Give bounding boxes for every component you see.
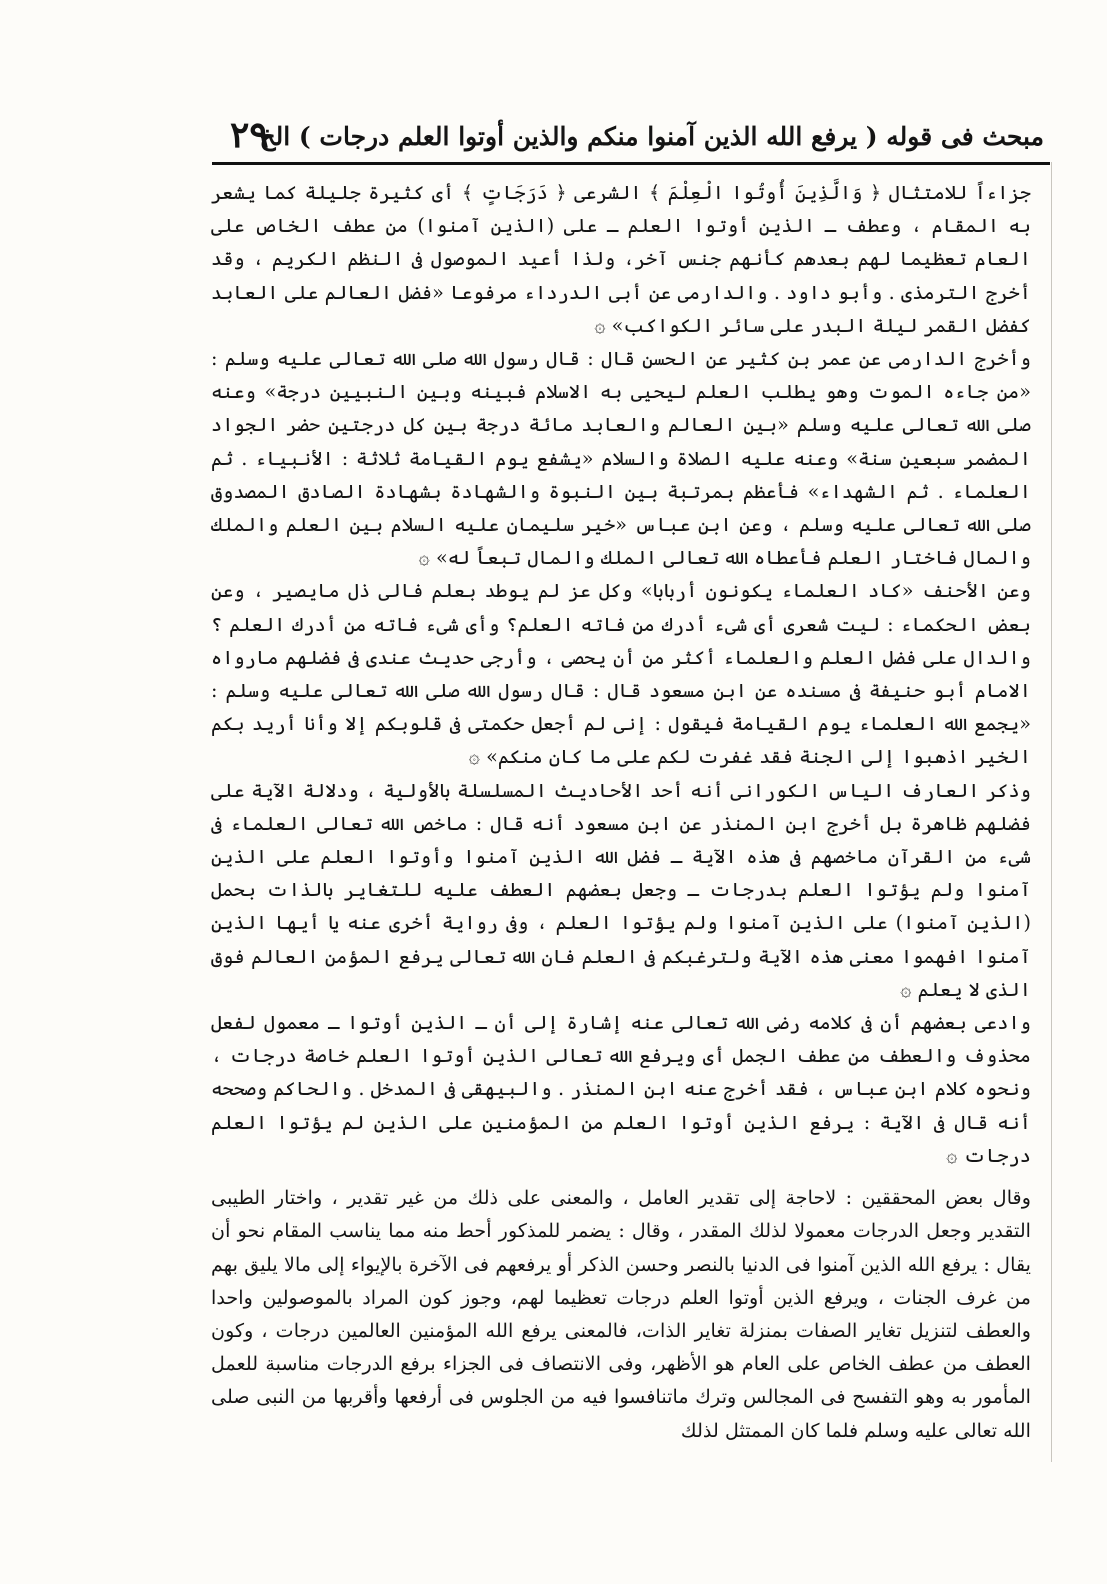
paragraph: وعن الأحنف «كاد العلماء يكونون أربابا» وكل عز لم يوطد بعلم فالى ذل مايصير ، وعن بعض الحكماء : ليت شعرى أى شىء أدرك من فاته العلم؟ وأى شىء فاته من أدرك العلم ؟ والدال على فضل العلم والعلماء أكثر من أن يحصى ، وأرجى حديث عندى فى فضلهم مارواه الامام أبو حنيفة فى مسنده عن ابن مسعود قال : قال رسول الله صلى الله تعالى عليه وسلم : «يجمع الله العلماء يوم القيامة فيقول : إنى لم أجعل حكمتى فى قلوبكم إلا وأنا أريد بكم الخير اذهبوا إلى الجنة فقد غفرت لكم على ما كان منكم» ۞ xyxy=(211,579,1031,769)
page-edge-line xyxy=(1051,162,1052,1462)
running-header xyxy=(218,112,1044,162)
header-rule xyxy=(212,162,1050,165)
paragraph: وقال بعض المحققين : لاحاجة إلى تقدير العامل ، والمعنى على ذلك من غير تقدير ، واختار الطيبى التقدير وجعل الدرجات معمولا لذلك المقدر ، وقال : يضمر للمذكور أحط منه مما يناسب المقام نحو أن يقال : يرفع الله الذين آمنوا فى الدنيا بالنصر وحسن الذكر أو يرفعهم فى الآخرة بالإيواء إلى مالا يليق بهم من غرف الجنات ، ويرفع الذين أوتوا العلم درجات تعظيما لهم، وجوز كون المراد بالموصولين واحدا والعطف لتنزيل تغاير الصفات بمنزلة تغاير الذات، فالمعنى يرفع الله المؤمنين العالمين درجات ، وكون العطف من عطف الخاص على العام هو الأظهر، وفى الانتصاف فى الجزاء برفع الدرجات مناسبة للعمل المأمور به وهو التفسح فى المجالس وترك ماتنافسوا فيه من الجلوس فى أرفعها وأقربها من النبى صلى الله تعالى عليه وسلم فلما كان الممتثل لذلك xyxy=(211,1186,1031,1442)
paragraph: وأخرج الدارمى عن عمر بن كثير عن الحسن قال : قال رسول الله صلى الله تعالى عليه وسلم : «من جاءه الموت وهو يطلب العلم ليحيى به الاسلام فبينه وبين النبيين درجة» وعنه صلى الله تعالى عليه وسلم «بين العالم والعابد مائة درجة بين كل درجتين حضر الجواد المضمر سبعين سنة» وعنه عليه الصلاة والسلام «يشفع يوم القيامة ثلاثة : الأنبياء . ثم العلماء . ثم الشهداء» فأعظم بمرتبة بين النبوة والشهادة بشهادة الصادق المصدوق صلى الله تعالى عليه وسلم ، وعن ابن عباس «خير سليمان عليه السلام بين العلم والملك والمال فاختار العلم فأعطاه الله تعالى الملك والمال تبعاً له» ۞ xyxy=(211,347,1031,570)
body-text xyxy=(211,176,1031,1447)
paragraph: وذكر العارف الياس الكورانى أنه أحد الأحاديث المسلسلة بالأولية ، ودلالة الآية على فضلهم ظاهرة بل أخرج ابن المنذر عن ابن مسعود أنه قال : ماخص الله تعالى العلماء فى شىء من القرآن ماخصهم فى هذه الآية ـ فضل الله الذين آمنوا وأوتوا العلم على الذين آمنوا ولم يؤتوا العلم بدرجات ـ وجعل بعضهم العطف عليه للتغاير بالذات بحمل (الذين آمنوا) على الذين آمنوا ولم يؤتوا العلم ، وفى رواية أخرى عنه يا أيها الذين آمنوا افهموا معنى هذه الآية ولترغبكم فى العلم فان الله تعالى يرفع المؤمن العالم فوق الذى لا يعلم ۞ xyxy=(211,778,1031,1001)
paragraph: وادعى بعضهم أن فى كلامه رضى الله تعالى عنه إشارة إلى أن ـ الذين أوتوا ـ معمول لفعل محذوف والعطف من عطف الجمل أى ويرفع الله تعالى الذين أوتوا العلم خاصة درجات ، ونحوه كلام ابن عباس ، فقد أخرج عنه ابن المنذر . والبيهقى فى المدخل . والحاكم وصححه أنه قال فى الآية : يرفع الذين أوتوا العلم من المؤمنين على الذين لم يؤتوا العلم درجات ۞ xyxy=(211,1011,1031,1167)
paragraph: جزاءاً للامتثال ﴿ وَالَّذِينَ أُوتُوا الْعِلْمَ ﴾ الشرعى ﴿ دَرَجَاتٍ ﴾ أى كثيرة جليلة كما يشعر به المقام ، وعطف ـ الذين أوتوا العلم ـ على (الذين آمنوا) من عطف الخاص على العام تعظيما لهم بعدهم كأنهم جنس آخر، ولذا أعيد الموصول فى النظم الكريم ، وقد أخرج الترمذى . وأبو داود . والدارمى عن أبى الدرداء مرفوعا «فضل العالم على العابد كفضل القمر ليلة البدر على سائر الكواكب» ۞ xyxy=(211,181,1031,337)
header-title: مبحث فى قوله ( يرفع الله الذين آمنوا منكم والذين أوتوا العلم درجات ) الخ xyxy=(259,122,1044,151)
page-number: ٢٩ xyxy=(230,114,269,156)
